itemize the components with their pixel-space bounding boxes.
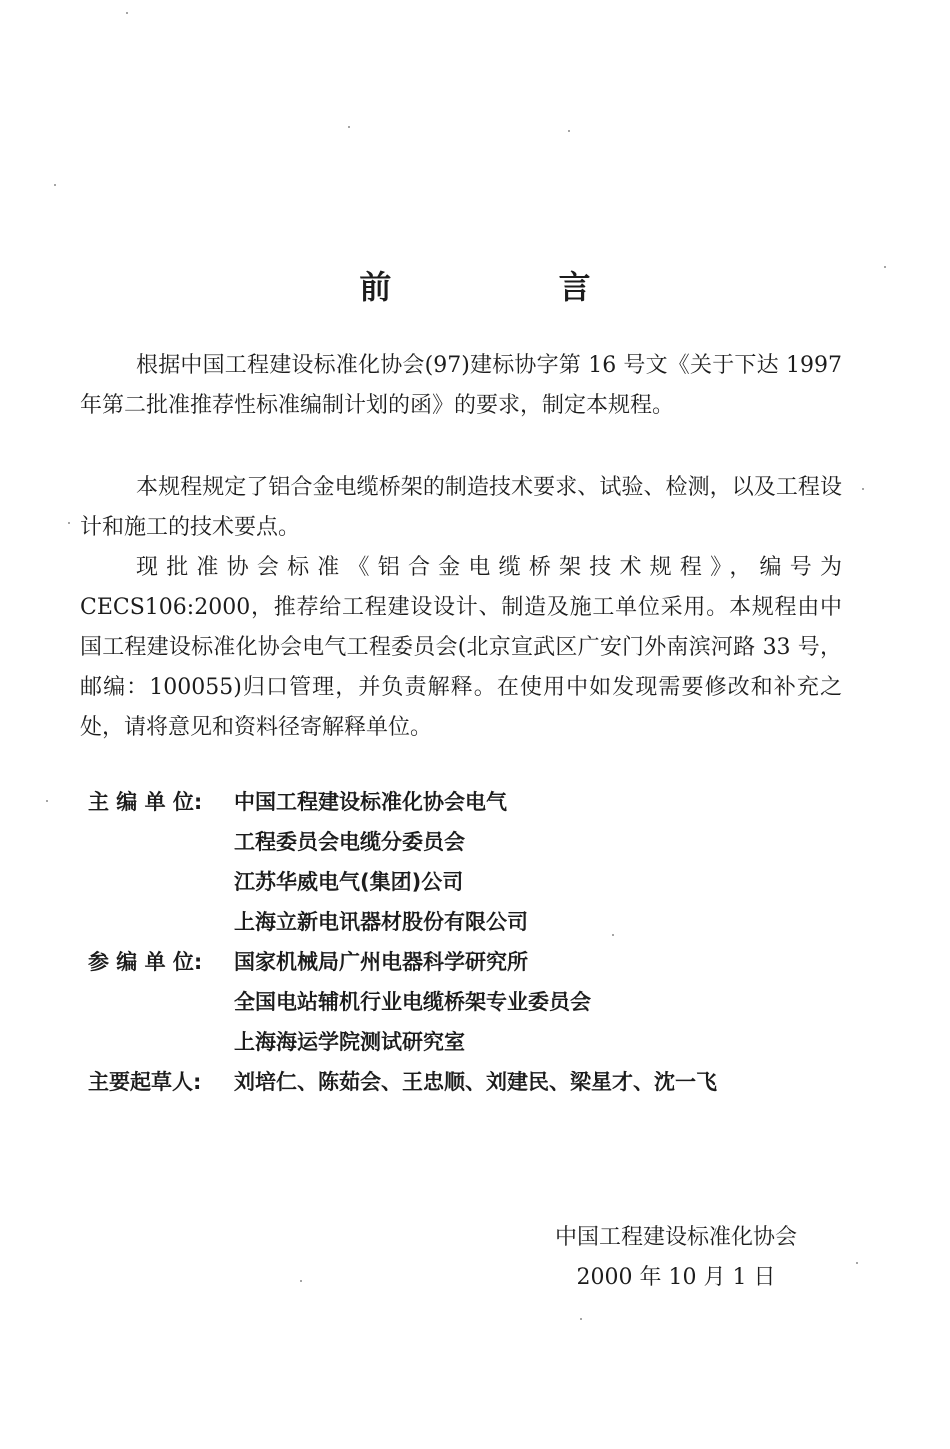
scan-speck [862, 488, 864, 490]
scan-speck [300, 1280, 302, 1282]
drafters-names: 刘培仁、陈茹会、王忠顺、刘建民、梁星才、沈一飞 [234, 1070, 717, 1094]
participant-label: 参 编 单 位: [88, 950, 203, 974]
drafters-row [88, 1062, 848, 1102]
participant-row [88, 942, 848, 982]
editor-label: 主 编 单 位: [88, 790, 203, 814]
editor-row [88, 902, 848, 942]
editor-item: 中国工程建设标准化协会电气 [234, 790, 507, 814]
participant-item: 国家机械局广州电器科学研究所 [234, 950, 528, 974]
participant-row [88, 1022, 848, 1062]
units-section [88, 782, 848, 1102]
paragraph-scope: 本规程规定了铝合金电缆桥架的制造技术要求、试验、检测，以及工程设计和施工的技术要点。 [80, 475, 842, 540]
drafters-label: 主要起草人: [88, 1070, 202, 1094]
editor-item: 上海立新电讯器材股份有限公司 [234, 910, 528, 934]
scan-speck [126, 12, 128, 14]
participant-row [88, 982, 848, 1022]
participant-item: 全国电站辅机行业电缆桥架专业委员会 [234, 990, 591, 1014]
paragraph-approval: 现批准协会标准《铝合金电缆桥架技术规程》，编号为 CECS106:2000，推荐给工程建设设计、制造及施工单位采用。本规程由中国工程建设标准化协会电气工程委员会(北京宣武区广安门外南滨河路 33 号，邮编：100055)归口管理，并负责解释。在使用中如发现需要修改和补充之处，请将意见和资料径寄解释单位。 [80, 555, 842, 740]
signature-org: 中国工程建设标准化协会 [554, 1225, 797, 1250]
editor-row [88, 782, 848, 822]
paragraph-basis: 根据中国工程建设标准化协会(97)建标协字第 16 号文《关于下达 1997 年第二批准推荐性标准编制计划的函》的要求，制定本规程。 [80, 353, 842, 418]
scan-speck [568, 130, 570, 132]
editor-row [88, 822, 848, 862]
scan-speck [68, 522, 70, 524]
scan-speck [348, 126, 350, 128]
participant-item: 上海海运学院测试研究室 [234, 1030, 465, 1054]
page-title: 前 言 [359, 268, 669, 306]
signature-date: 2000 年 10 月 1 日 [576, 1265, 776, 1290]
editor-row [88, 862, 848, 902]
editor-item: 江苏华威电气(集团)公司 [234, 870, 464, 894]
scan-speck [46, 800, 48, 802]
scan-speck [856, 1262, 858, 1264]
scan-speck [884, 266, 886, 268]
scan-speck [580, 1318, 582, 1320]
scan-speck [54, 184, 56, 186]
editor-item: 工程委员会电缆分委员会 [234, 830, 465, 854]
scan-speck [612, 934, 614, 936]
